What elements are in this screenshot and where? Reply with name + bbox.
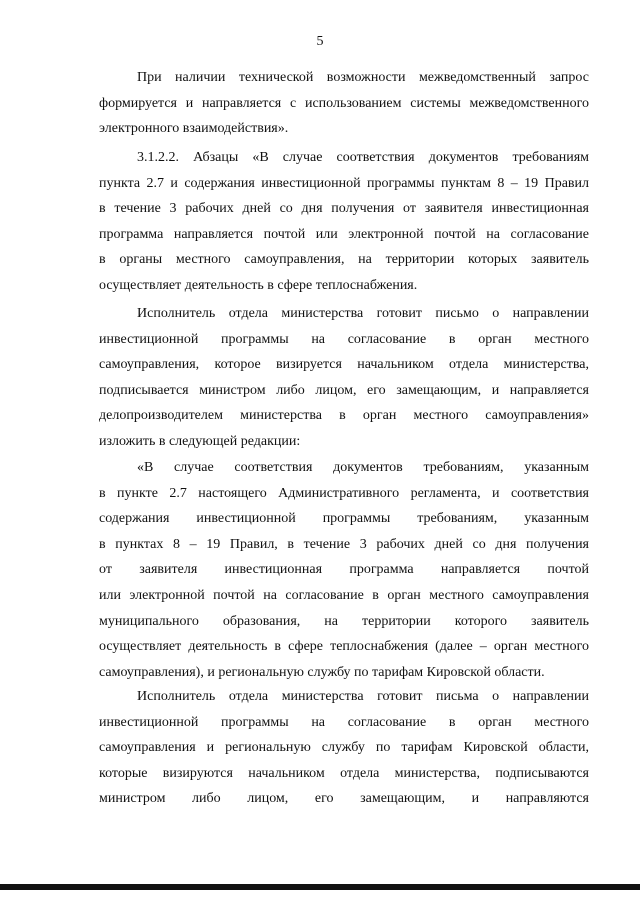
text-line: пункта 2.7 и содержания инвестиционной программы пунктам 8 – 19 Правил <box>99 175 589 191</box>
text-line: самоуправления, которое визируется начальником отдела министерства, <box>99 357 589 373</box>
text-line: министром либо лицом, его замещающим, и направляются <box>99 791 589 807</box>
text-line: инвестиционной программы на согласование в орган местного <box>99 331 589 347</box>
text-line: 3.1.2.2. Абзацы «В случае соответствия документов требованиям <box>137 150 589 165</box>
text-line: программа направляется почтой или электронной почтой на согласование <box>99 226 589 242</box>
text-line: электронного взаимодействия». <box>99 121 289 137</box>
text-line: в пункте 2.7 настоящего Административного регламента, и соответствия <box>99 485 589 501</box>
text-line: от заявителя инвестиционная программа направляется почтой <box>99 562 589 578</box>
text-line: подписывается министром либо лицом, его замещающим, и направляется <box>99 382 589 398</box>
text-line: в пунктах 8 – 19 Правил, в течение 3 рабочих дней со дня получения <box>99 536 589 552</box>
text-line: При наличии технической возможности межведомственный запрос <box>137 70 589 85</box>
text-line: муниципального образования, на территории которого заявитель <box>99 613 589 629</box>
text-line: содержания инвестиционной программы требованиям, указанным <box>99 511 589 527</box>
paragraph-5 <box>99 684 589 812</box>
text-line: инвестиционной программы на согласование в орган местного <box>99 714 589 730</box>
text-line: осуществляет деятельность в сфере теплоснабжения (далее – орган местного <box>99 639 589 655</box>
text-line: осуществляет деятельность в сфере теплоснабжения. <box>99 277 418 293</box>
text-line: делопроизводителем министерства в орган местного самоуправления» <box>99 408 589 424</box>
text-line: Исполнитель отдела министерства готовит письма о направлении <box>137 689 589 704</box>
text-line: «В случае соответствия документов требованиям, указанным <box>137 460 589 475</box>
paragraph-2 <box>99 145 589 299</box>
paragraph-1 <box>99 65 589 142</box>
page-number: 5 <box>316 34 324 49</box>
text-line: изложить в следующей редакции: <box>99 433 301 449</box>
bottom-scan-border <box>0 884 640 890</box>
text-line: которые визируются начальником отдела министерства, подписываются <box>99 765 589 781</box>
text-line: самоуправления), и региональную службу по тарифам Кировской области. <box>99 664 545 680</box>
paragraph-4 <box>99 455 589 685</box>
paragraph-3 <box>99 301 589 455</box>
text-line: Исполнитель отдела министерства готовит письмо о направлении <box>137 306 589 321</box>
text-line: формируется и направляется с использованием системы межведомственного <box>99 95 589 111</box>
text-line: самоуправления и региональную службу по тарифам Кировской области, <box>99 740 589 756</box>
text-line: в органы местного самоуправления, на территории которых заявитель <box>99 252 589 268</box>
text-line: в течение 3 рабочих дней со дня получения от заявителя инвестиционная <box>99 201 589 217</box>
text-line: или электронной почтой на согласование в орган местного самоуправления <box>99 587 589 603</box>
